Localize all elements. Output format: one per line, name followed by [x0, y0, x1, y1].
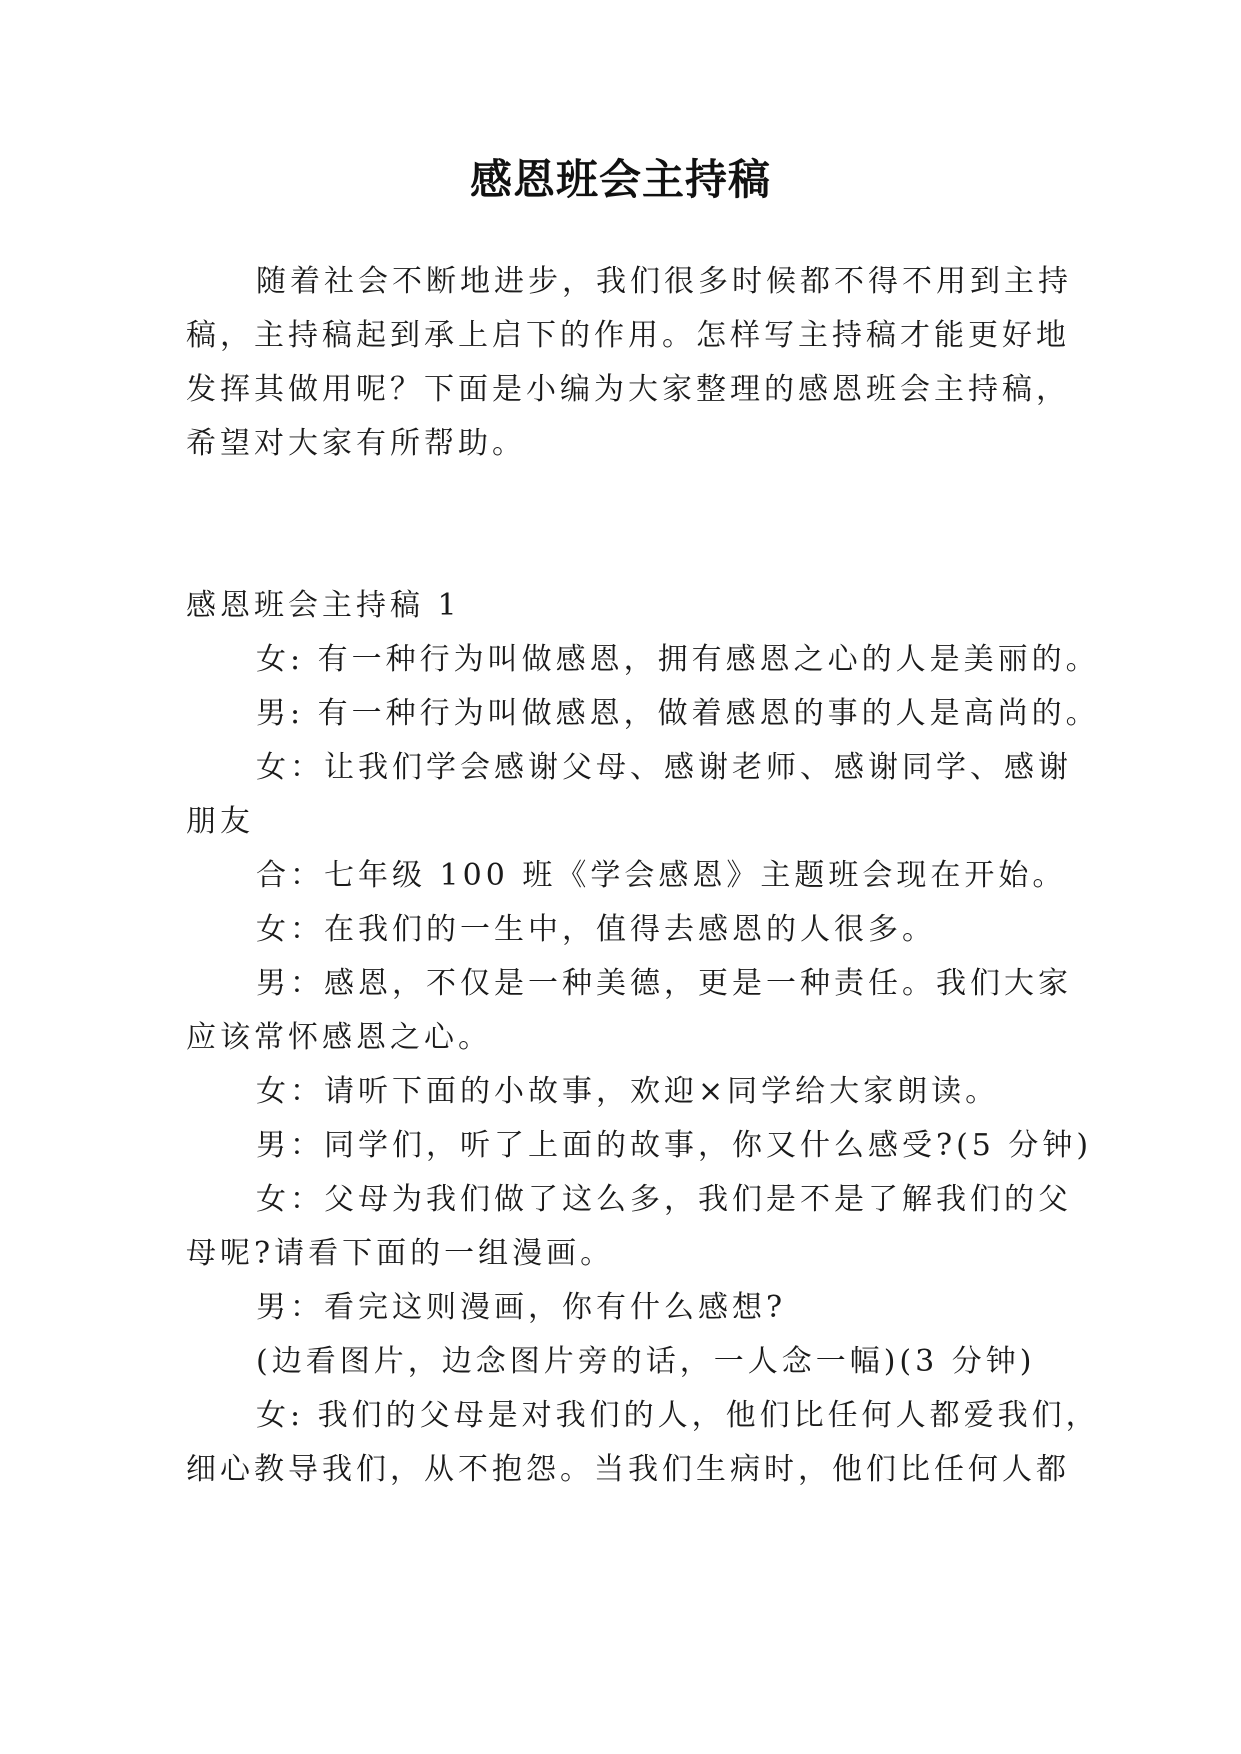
script-line: 女：在我们的一生中，值得去感恩的人很多。 [256, 912, 936, 947]
intro-line: 发挥其做用呢？下面是小编为大家整理的感恩班会主持稿， [186, 372, 1070, 407]
script-line: 女：请听下面的小故事，欢迎×同学给大家朗读。 [256, 1074, 1000, 1109]
script-line: 应该常怀感恩之心。 [186, 1020, 492, 1055]
document-title: 感恩班会主持稿 [469, 155, 771, 204]
script-line: 女: 我们的父母是对我们的人，他们比任何人都爱我们， [256, 1398, 1100, 1433]
script-line: 母呢?请看下面的一组漫画。 [186, 1236, 615, 1271]
script-line: 男: 有一种行为叫做感恩，做着感恩的事的人是高尚的。 [256, 696, 1100, 731]
script-line: 细心教导我们，从不抱怨。当我们生病时，他们比任何人都 [186, 1452, 1070, 1487]
script-line: 女：让我们学会感谢父母、感谢老师、感谢同学、感谢 [256, 750, 1072, 785]
script-line: 朋友 [186, 804, 254, 839]
script-line: (边看图片，边念图片旁的话，一人念一幅)(3 分钟) [256, 1344, 1036, 1379]
section-heading: 感恩班会主持稿 1 [186, 588, 461, 623]
script-line: 女：父母为我们做了这么多，我们是不是了解我们的父 [256, 1182, 1072, 1217]
intro-line: 稿，主持稿起到承上启下的作用。怎样写主持稿才能更好地 [186, 318, 1070, 353]
script-line: 男：同学们，听了上面的故事，你又什么感受?(5 分钟) [256, 1128, 1093, 1163]
intro-line: 随着社会不断地进步，我们很多时候都不得不用到主持 [256, 264, 1072, 299]
script-line: 男：感恩，不仅是一种美德，更是一种责任。我们大家 [256, 966, 1072, 1001]
script-line: 男：看完这则漫画，你有什么感想? [256, 1290, 787, 1325]
intro-line: 希望对大家有所帮助。 [186, 426, 526, 461]
script-line: 合：七年级 100 班《学会感恩》主题班会现在开始。 [256, 858, 1067, 893]
script-line: 女: 有一种行为叫做感恩，拥有感恩之心的人是美丽的。 [256, 642, 1100, 677]
